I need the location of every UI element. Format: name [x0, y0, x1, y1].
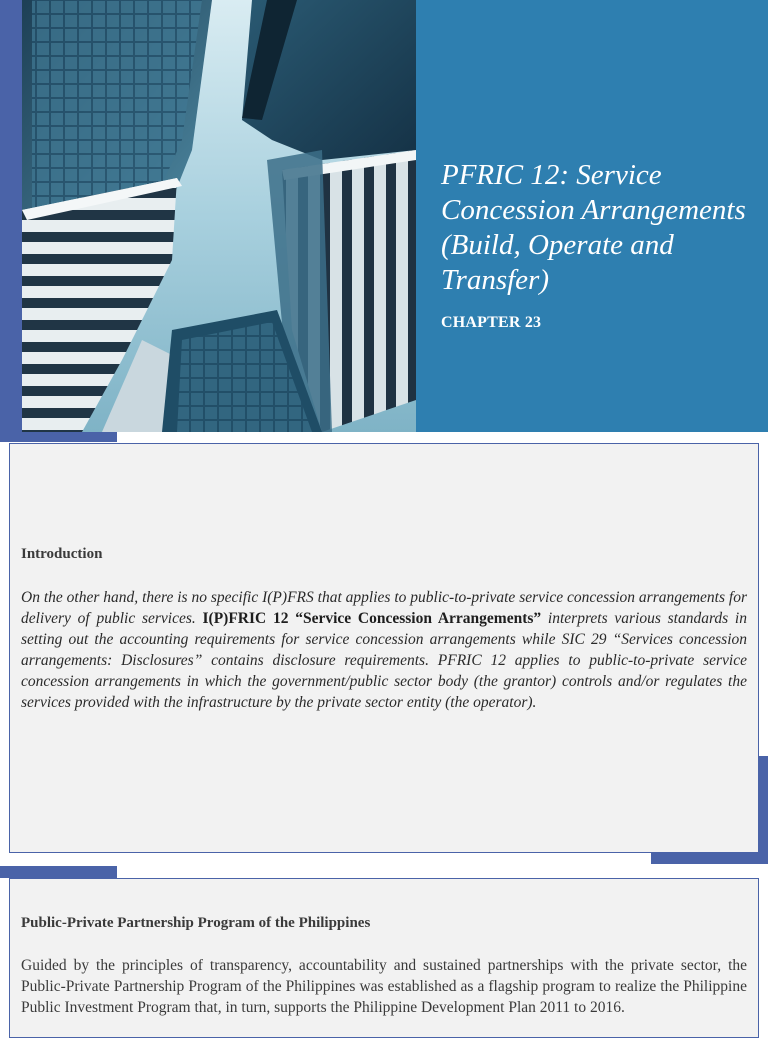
title-panel: [416, 0, 768, 432]
left-accent-bar: [0, 0, 22, 432]
introduction-text-bold: I(P)FRIC 12 “Service Concession Arrangements”: [202, 610, 542, 627]
decor-block-top: [0, 432, 117, 442]
introduction-card: [9, 443, 759, 853]
ppp-heading: Public-Private Partnership Program of the Philippines: [21, 915, 371, 931]
chapter-label: CHAPTER 23: [441, 314, 542, 331]
introduction-heading: Introduction: [21, 546, 103, 562]
decor-block-bottom: [0, 866, 117, 878]
document-title: PFRIC 12: Service Concession Arrangements (Build, Operate and Transfer): [441, 159, 746, 296]
ppp-card: [9, 878, 759, 1038]
ppp-paragraph: Guided by the principles of transparency, accountability and sustained partnerships with the private sector, the Public-Private Partnership Program of the Philippines was established as a flagship program to realize the Philippine Public Investment Program that, in turn, supports the Philippine Development Plan 2011 to 2016.: [21, 957, 747, 1016]
introduction-paragraph: [21, 587, 747, 713]
introduction-text-part1: On the other hand, there is no specific I(P)FRS that applies to public-to-private service concession arrangements for delivery of public services.: [21, 589, 747, 627]
introduction-text-part2: interprets various standards in setting out the accounting requirements for service concession arrangements while SIC 29 “Services concession arrangements: Disclosures” contains disclosure requirements. PFRIC 12 applies to public-to-private service concession arrangements in which the government/public sector body (the grantor) controls and/or regulates the services provided with the infrastructure by the private sector entity (the operator).: [21, 610, 747, 711]
skyscraper-photo: [22, 0, 416, 432]
